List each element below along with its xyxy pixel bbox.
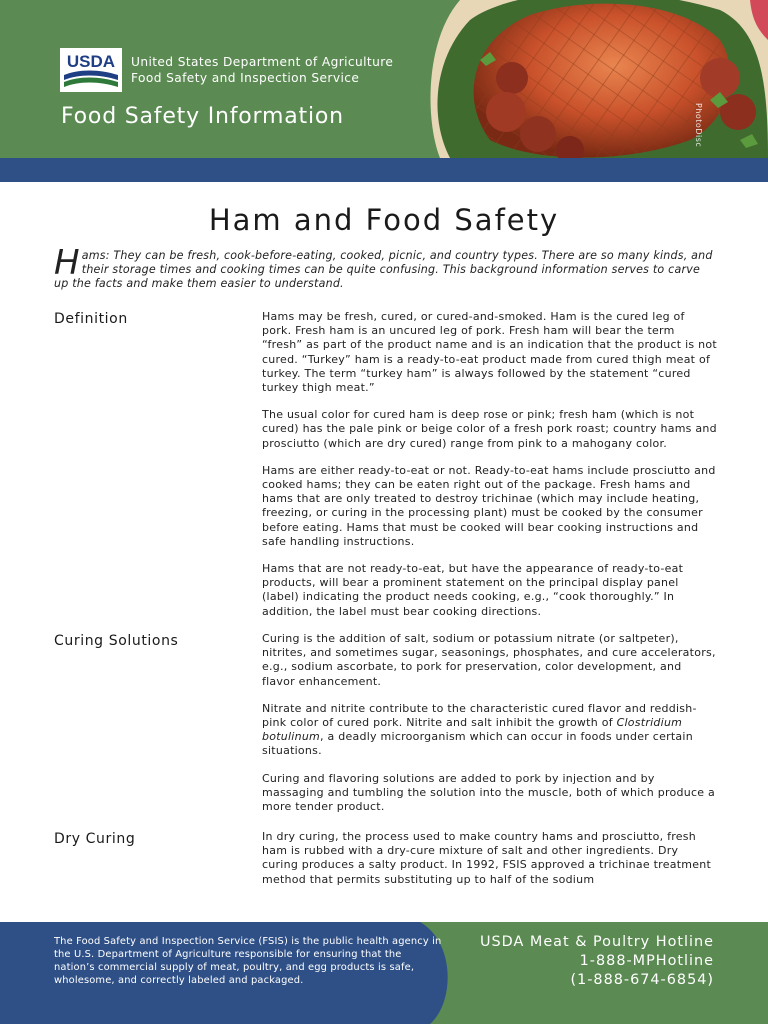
hotline-digits[interactable]: (1-888-674-6854): [570, 972, 714, 988]
agency-name: [131, 55, 393, 86]
series-title: Food Safety Information: [61, 104, 344, 129]
section-body-curing-solutions: [262, 632, 717, 827]
organism-name: Clostridium botulinum: [262, 716, 683, 744]
paragraph: Curing is the addition of salt, sodium or potassium nitrate (or saltpeter), nitrites, and sometimes sugar, seasonings, phosphates, and cure accelerators, e.g., sodium ascorbate, to pork for preservation, color development, and flavor enhancement.: [262, 632, 716, 688]
header-divider-band: [0, 158, 768, 182]
hotline-title: USDA Meat & Poultry Hotline: [480, 934, 714, 950]
paragraph: In dry curing, the process used to make country hams and prosciutto, fresh ham is rubbed with a dry-cure mixture of salt and other ingredients. Dry curing produces a salty product. In 1992, FSIS approved a trichinae treatment method that permits substituting up to half of the sodium: [262, 830, 712, 886]
agency-line-1: United States Department of Agriculture: [131, 55, 394, 69]
usda-logo[interactable]: [60, 48, 122, 92]
usda-logo-text: USDA: [66, 52, 116, 71]
paragraph-text: Nitrate and nitrite contribute to the characteristic cured flavor and reddish-pink color of cured pork. Nitrite and salt inhibit the growth of: [262, 701, 697, 730]
intro-dropcap: H: [54, 243, 80, 283]
paragraph: [262, 702, 717, 759]
paragraph: Curing and flavoring solutions are added to pork by injection and by massaging and tumbling the solution into the muscle, both of which produce a more tender product.: [262, 771, 716, 814]
paragraph: The usual color for cured ham is deep rose or pink; fresh ham (which is not cured) has the pale pink or beige color of a fresh pork roast; country hams and prosciutto (which are dry cured) range from pink to a mahogany color.: [262, 408, 717, 450]
agency-line-2: Food Safety and Inspection Service: [131, 70, 360, 85]
paragraph: Hams may be fresh, cured, or cured-and-smoked. Ham is the cured leg of pork. Fresh ham is an uncured leg of pork. Fresh ham will bear the term “fresh” as part of the product name and is an indication that the product is not cured. “Turkey” ham is a ready-to-eat product made from cured thigh meat of turkey. The term “turkey ham” is always followed by the statement “cured turkey thigh meat.”: [262, 310, 717, 395]
fsis-description: The Food Safety and Inspection Service (FSIS) is the public health agency in the U.S. Department of Agriculture responsible for ensuring that the nation’s commercial supply of meat, poultry, and egg products is safe, wholesome, and correctly labeled and packaged.: [54, 936, 442, 986]
paragraph-text-continued: , a deadly microorganism which can occur in foods under certain situations.: [262, 730, 693, 758]
intro-text: ams: They can be fresh, cook-before-eating, cooked, picnic, and country types. There are so many kinds, and their storage times and cooking times can be quite confusing. This background information serves to carve up the facts and make them easier to understand.: [54, 249, 713, 291]
hotline-block: [480, 933, 714, 990]
section-body-definition: [262, 310, 717, 632]
section-label-definition: Definition: [54, 311, 128, 327]
section-label-dry-curing: Dry Curing: [54, 831, 136, 847]
photo-credit: PhotoDisc: [694, 103, 703, 148]
page-title: Ham and Food Safety: [208, 203, 560, 237]
section-label-curing-solutions: Curing Solutions: [54, 633, 179, 649]
hotline-number[interactable]: 1-888-MPHotline: [579, 953, 714, 969]
intro-paragraph: [54, 243, 714, 292]
paragraph: Hams that are not ready-to-eat, but have the appearance of ready-to-eat products, will bear a prominent statement on the principal display panel (label) indicating the product needs cooking, e.g., “cook thoroughly.” In addition, the label must bear cooking directions.: [262, 562, 684, 618]
ham-photo: [420, 0, 768, 158]
paragraph: Hams are either ready-to-eat or not. Ready-to-eat hams include prosciutto and cooked hams; they can be eaten right out of the package. Fresh hams and hams that are only treated to destroy trichinae (which may include heating, freezing, or curing in the processing plant) must be cooked by the consumer before eating. Hams that must be cooked will bear cooking instructions and safe handling instructions.: [262, 463, 716, 548]
section-body-dry-curing: [262, 830, 717, 900]
